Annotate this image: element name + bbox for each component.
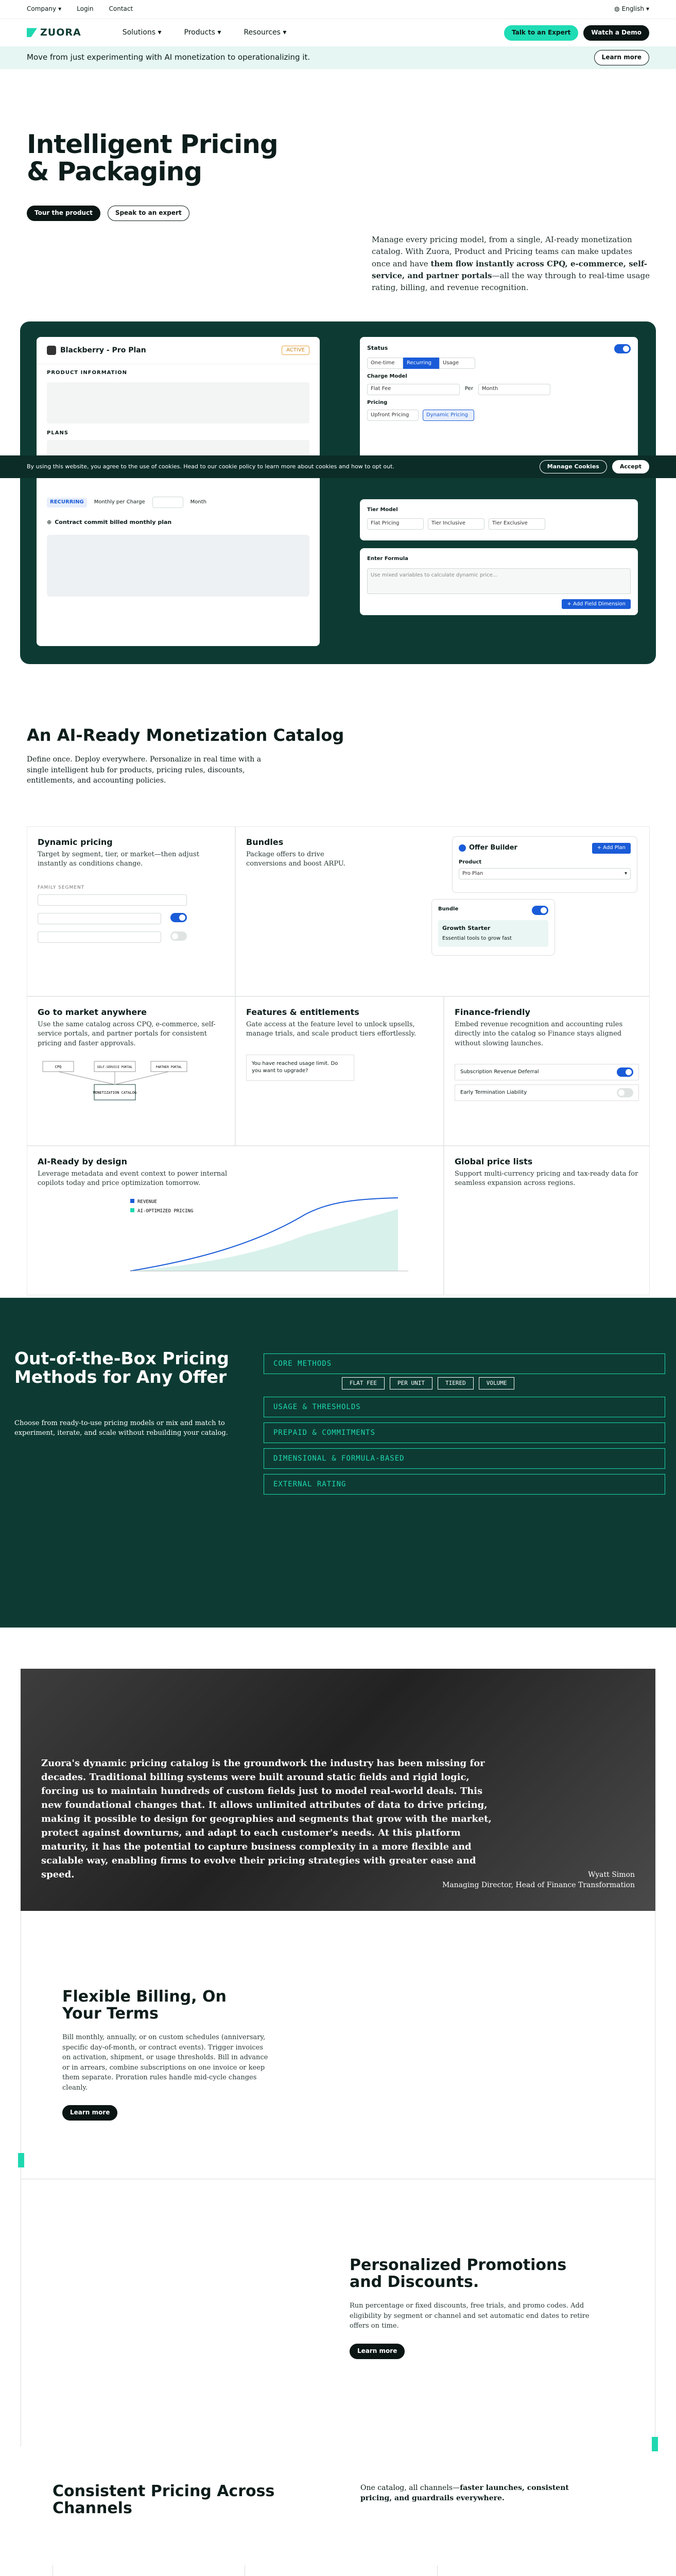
status-label: Status: [367, 345, 388, 351]
formula-card: [360, 548, 638, 615]
ootb-item-external[interactable]: EXTERNAL RATING: [264, 1474, 665, 1495]
method-volume[interactable]: VOLUME: [479, 1377, 515, 1389]
zuora-logo[interactable]: ZUORA: [27, 26, 81, 40]
cell-body: Embed revenue recognition and accounting rules directly into the catalog so Finance stays aligned without slowing launches.: [455, 1021, 623, 1047]
usage-limit-card: [246, 1055, 354, 1081]
testimonial-author: [442, 1870, 635, 1891]
accept-cookies-button[interactable]: Accept: [612, 460, 649, 473]
offer-builder-card: [452, 836, 637, 893]
method-flat-fee[interactable]: FLAT FEE: [342, 1377, 385, 1389]
testimonial-quote: Zuora's dynamic pricing catalog is the groundwork the industry has been missing for decades. Traditional billing systems were built around static fields and rigid logic, forcing us to maintain hundreds of custom fields just to model real-world deals. This new foundational changes that. It allows unlimited attributes of data to drive pricing, making it possible to design for geographies and segments that grow with the market, protect against downturns, and adapt to each customer's needs. At this platform maturity, it has the potential to capture business complexity in a more flexible and scalable way, enabling firms to evolve their pricing strategies with greater ease and speed.: [41, 1758, 492, 1880]
chevron-down-icon: ▾: [646, 5, 649, 13]
hero-section: [0, 69, 676, 672]
promo-learn-more-button[interactable]: Learn more: [350, 2344, 405, 2359]
tour-product-button[interactable]: Tour the product: [27, 206, 100, 221]
watch-demo-button[interactable]: Watch a Demo: [583, 25, 649, 41]
method-tiered[interactable]: TIERED: [438, 1377, 474, 1389]
growth-starter-sub: Essential tools to grow fast: [442, 935, 512, 941]
dynamic-pricing-option[interactable]: Dynamic Pricing: [423, 410, 474, 421]
charge-amount-field[interactable]: [152, 497, 183, 508]
core-methods-row: [342, 1377, 665, 1389]
cell-title: Finance-friendly: [455, 1007, 530, 1017]
section-marker: [18, 2153, 24, 2167]
early-termination-toggle[interactable]: [617, 1088, 633, 1097]
global-price-cell: [444, 1146, 650, 1295]
tier-model-label: Tier Model: [367, 507, 398, 513]
contract-plan-row[interactable]: ⊕ Contract commit billed monthly plan: [47, 519, 172, 526]
revenue-deferral-row: Subscription Revenue Deferral: [455, 1064, 639, 1080]
ootb-section: [0, 1298, 676, 1628]
recurring-tag: RECURRING: [47, 498, 87, 507]
add-plan-button[interactable]: + Add Plan: [592, 843, 631, 854]
period-select[interactable]: Month: [478, 384, 550, 395]
promotions-section: [21, 2179, 655, 2447]
segment-row: [38, 913, 161, 924]
promo-body: Run percentage or fixed discounts, free trials, and promo codes. Add eligibility by segment or channel and set automatic end dates to retire offers on time.: [350, 2302, 590, 2330]
gtm-partner-label: PARTNER PORTAL: [155, 1065, 182, 1069]
product-select[interactable]: Pro Plan ▾: [459, 868, 631, 879]
segment-row: [38, 931, 161, 943]
author-role: Managing Director, Head of Finance Transformation: [442, 1881, 635, 1890]
product-info-label: PRODUCT INFORMATION: [47, 370, 128, 376]
testimonial-section: [21, 1669, 655, 1911]
hero-description: Manage every pricing model, from a single, AI-ready monetization catalog. With Zuora, Product and Pricing teams can make updates once and have them flow instantly across CPQ, e-commerce, self-service, and partner portals—all the way through to real-time usage rating, billing, and revenue recognition.: [372, 235, 650, 292]
revenue-legend: REVENUE: [137, 1199, 157, 1205]
gtm-center-label: MONETIZATION CATALOG: [93, 1090, 137, 1095]
banner-learn-more-button[interactable]: Learn more: [594, 50, 649, 65]
gtm-cpq-label: CPQ: [55, 1064, 62, 1069]
status-badge: ACTIVE: [282, 346, 309, 355]
catalog-title: An AI-Ready Monetization Catalog: [27, 725, 344, 745]
cell-body: Use the same catalog across CPQ, e-commerce, self-service portals, and partner portals for consistent pricing and faster approvals.: [38, 1021, 216, 1047]
offer-icon: [459, 844, 466, 852]
plus-circle-icon: ⊕: [47, 519, 52, 526]
cell-title: Bundles: [246, 837, 284, 847]
ootb-item-core[interactable]: CORE METHODS: [264, 1353, 665, 1374]
tab-usage[interactable]: Usage: [439, 358, 475, 369]
product-info-block: [47, 382, 309, 423]
author-name: Wyatt Simon: [588, 1871, 635, 1879]
formula-input[interactable]: Use mixed variables to calculate dynamic price...: [367, 568, 631, 594]
segment-select[interactable]: [38, 894, 187, 906]
pricing-methods-list: [264, 1353, 665, 1500]
charge-model-label: Charge Model: [367, 374, 407, 379]
consistent-title: Consistent Pricing Across Channels: [53, 2482, 275, 2517]
cell-body: Leverage metadata and event context to power internal copilots today and price optimization tomorrow.: [38, 1170, 228, 1188]
ai-ready-cell: [27, 1146, 444, 1295]
chevron-down-icon: ▾: [58, 5, 62, 13]
contract-block: [47, 535, 309, 597]
chevron-down-icon: ▾: [624, 870, 627, 876]
contact-link[interactable]: Contact: [109, 5, 133, 13]
blackberry-icon: [47, 346, 56, 355]
month-label: Month: [190, 499, 206, 505]
promo-title: Personalized Promotions and Discounts.: [350, 2256, 567, 2291]
channel-cpq: [53, 2565, 245, 2576]
cell-body: Support multi-currency pricing and tax-ready data for seamless expansion across regions.: [455, 1170, 638, 1188]
plan-card: [37, 337, 320, 646]
bundle-label: Bundle: [438, 906, 459, 912]
ootb-item-usage[interactable]: USAGE & THRESHOLDS: [264, 1397, 665, 1417]
banner-text: Move from just experimenting with AI monetization to operationalizing it.: [27, 53, 310, 62]
segment-toggle[interactable]: [170, 913, 187, 922]
consistent-pricing-section: [21, 2447, 655, 2576]
nav-item-resources[interactable]: Resources ▾: [244, 28, 287, 37]
ootb-item-prepaid[interactable]: PREPAID & COMMITMENTS: [264, 1422, 665, 1443]
tab-recurring[interactable]: Recurring: [403, 358, 439, 369]
family-segment-label: FAMILY SEGMENT: [38, 885, 85, 890]
cell-title: Go to market anywhere: [38, 1007, 147, 1017]
page-title: Intelligent Pricing & Packaging: [27, 129, 278, 187]
plan-title: Blackberry - Pro Plan: [60, 346, 146, 354]
company-menu[interactable]: Company ▾: [27, 5, 61, 13]
cell-title: AI-Ready by design: [38, 1157, 128, 1166]
features-cell: [235, 996, 444, 1146]
consistent-lead: One catalog, all channels—faster launches, consistent pricing, and guardrails everywhere.: [360, 2484, 569, 2503]
growth-starter-title: Growth Starter: [442, 925, 491, 931]
speak-expert-button[interactable]: Speak to an expert: [108, 206, 189, 221]
add-dimension-button[interactable]: + Add Field Dimension: [562, 599, 631, 609]
catalog-subtitle: Define once. Deploy everywhere. Personalize in real time with a single intelligent hub for products, pricing rules, discounts, entitlements, and accounting policies.: [27, 755, 262, 785]
usage-limit-text: You have reached usage limit. Do you want to upgrade?: [252, 1060, 338, 1074]
offer-builder-title: Offer Builder: [469, 843, 517, 852]
main-nav: [0, 19, 676, 46]
nav-item-products[interactable]: Products ▾: [184, 28, 221, 37]
pricing-label: Pricing: [367, 399, 388, 405]
gtm-diagram: [38, 1059, 192, 1105]
tab-one-time[interactable]: One-time: [367, 358, 403, 369]
ootb-title: Out-of-the-Box Pricing Methods for Any Offer: [14, 1348, 229, 1387]
channel-ecommerce: [245, 2565, 437, 2576]
ai-pricing-legend: AI-OPTIMIZED PRICING: [137, 1208, 194, 1214]
ootb-item-dimensional[interactable]: DIMENSIONAL & FORMULA-BASED: [264, 1448, 665, 1469]
utility-bar: [0, 0, 676, 19]
status-toggle[interactable]: [614, 344, 631, 353]
bundles-cell: [235, 826, 650, 996]
cell-title: Global price lists: [455, 1157, 533, 1166]
tier-flat-option[interactable]: Flat Pricing: [367, 518, 424, 530]
finance-cell: [444, 996, 650, 1146]
catalog-section: [0, 723, 676, 1298]
channel-partners: [437, 2565, 629, 2576]
tier-model-card: [360, 499, 638, 540]
bundle-card: [431, 899, 555, 956]
revenue-deferral-toggle[interactable]: [617, 1067, 633, 1077]
segment-toggle[interactable]: [170, 931, 187, 941]
bundle-toggle[interactable]: [532, 906, 548, 915]
tier-exclusive-option[interactable]: Tier Exclusive: [489, 518, 545, 530]
login-link[interactable]: Login: [77, 5, 94, 13]
cell-body: Gate access at the feature level to unlock upsells, manage trials, and scale product tiers effortlessly.: [246, 1021, 417, 1038]
tier-inclusive-option[interactable]: Tier Inclusive: [428, 518, 484, 530]
cell-body: Target by segment, tier, or market—then adjust instantly as conditions change.: [38, 851, 199, 868]
globe-icon: ◍: [614, 5, 620, 13]
monthly-charge-label: Monthly per Charge: [94, 499, 145, 505]
charge-form-card: [360, 337, 638, 463]
upfront-pricing-option[interactable]: Upfront Pricing: [367, 410, 419, 421]
cell-body: Package offers to drive conversions and boost ARPU.: [246, 851, 345, 868]
ai-pricing-chart: [38, 1194, 429, 1276]
flex-learn-more-button[interactable]: Learn more: [62, 2105, 117, 2121]
per-label: Per: [465, 386, 473, 392]
cell-title: Features & entitlements: [246, 1007, 359, 1017]
product-label: Product: [459, 859, 482, 865]
early-termination-row: Early Termination Liability: [455, 1084, 639, 1101]
plans-label: PLANS: [47, 430, 69, 436]
announcement-banner: [0, 46, 676, 69]
ootb-body: Choose from ready-to-use pricing models or mix and match to experiment, iterate, and scale without rebuilding your catalog.: [14, 1419, 228, 1437]
gtm-selfservice-label: SELF-SERVICE PORTAL: [97, 1065, 133, 1069]
gtm-cell: [27, 996, 235, 1146]
nav-item-solutions[interactable]: Solutions ▾: [122, 28, 162, 37]
flex-body: Bill monthly, annually, or on custom schedules (anniversary, specific day-of-month, or contract events). Trigger invoices on activation, shipment, or usage thresholds. Bill in advance or in arrears, combine subscriptions on one invoice or keep them separate. Proration rules handle mid-cycle changes cleanly.: [62, 2033, 268, 2092]
cookie-banner: [0, 455, 676, 478]
zuora-logo-mark: [27, 28, 37, 37]
hero-product-panel: [20, 321, 656, 664]
charge-model-select[interactable]: Flat Fee: [367, 384, 460, 395]
cookie-text: By using this website, you agree to the use of cookies. Head to our cookie policy to learn more about cookies and how to opt out.: [27, 463, 394, 470]
flexible-billing-section: [21, 1911, 655, 2179]
talk-to-expert-button[interactable]: Talk to an Expert: [504, 25, 578, 41]
cell-title: Dynamic pricing: [38, 837, 113, 847]
formula-label: Enter Formula: [367, 556, 408, 562]
method-per-unit[interactable]: PER UNIT: [390, 1377, 432, 1389]
dynamic-pricing-cell: [27, 826, 235, 996]
manage-cookies-button[interactable]: Manage Cookies: [540, 460, 607, 473]
language-selector[interactable]: ◍ English ▾: [614, 5, 649, 13]
flex-title: Flexible Billing, On Your Terms: [62, 1988, 227, 2023]
